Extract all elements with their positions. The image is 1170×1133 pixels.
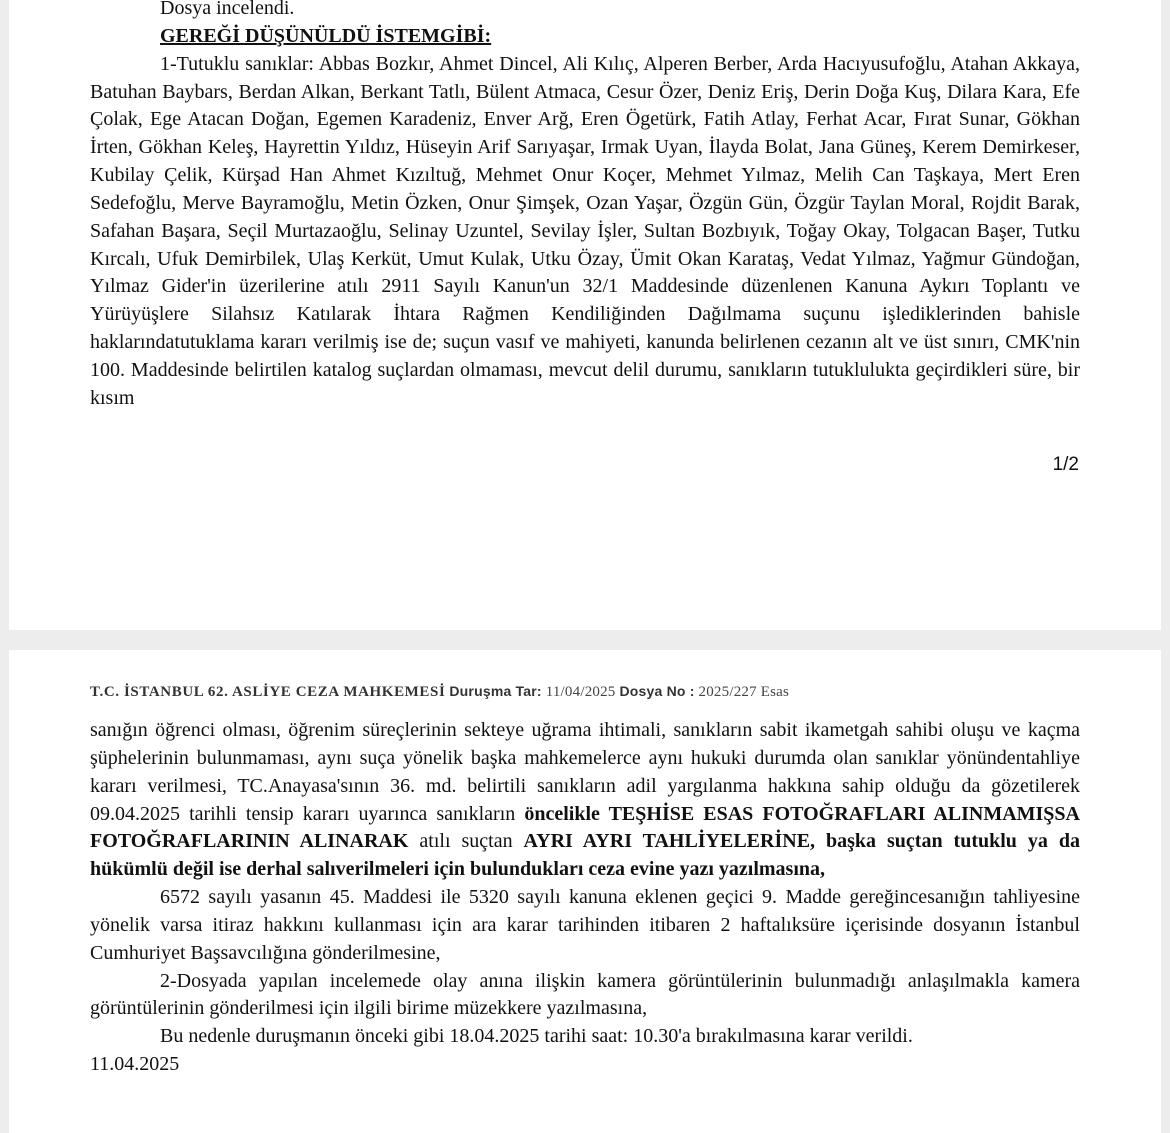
- release-order-bold-1: öncelikle TEŞHİSE ESAS FOTOĞRAFLARI ALINMAMIŞSA FOTOĞRAFLARININ ALINARAK: [90, 802, 1080, 853]
- paragraph-camera-footage: 2-Dosyada yapılan incelemede olay anına ilişkin kamera görüntülerinin bulunmadığı anlaşılmakla kamera görüntülerinin gönderilmesi için ilgili birime müzekkere yazılmasına,: [90, 969, 1080, 1020]
- page1-top-line: Dosya incelendi.: [160, 0, 295, 19]
- hearing-date-label: Duruşma Tar:: [449, 683, 542, 699]
- paragraph-adjournment: Bu nedenle duruşmanın önceki gibi 18.04.2025 tarihi saat: 10.30'a bırakılmasına karar verildi.: [160, 1025, 913, 1048]
- page1-text: [90, 0, 1080, 413]
- page-number: 1/2: [1052, 454, 1079, 475]
- continuation-text: sanığın öğrenci olması, öğrenim süreçlerinin sekteye uğrama ihtimali, sanıkların sabit ikametgah sahibi oluşu ve kaçma şüphelerinin bulunmaması, aynı suça yönelik başka mahkemelerce aynı hukuki durumda olan sanıklar yönündentahliye kararı verilmesi, TC.Anayasa'sının 36. md. belirtili sanıkların adil yargılanma hakkına sahip olduğu da gözetilerek 09.04.2025 tarihli tensip kararı uyarınca sanıkların: [90, 719, 1080, 825]
- decision-date: 11.04.2025: [90, 1053, 180, 1076]
- hearing-date: 11/04/2025: [545, 684, 616, 700]
- court-name: T.C. İSTANBUL 62. ASLİYE CEZA MAHKEMESİ: [90, 684, 446, 700]
- document-page-2: [9, 650, 1161, 1133]
- file-number: 2025/227 Esas: [698, 684, 790, 700]
- document-page-1: [9, 0, 1161, 630]
- release-order-plain: atılı suçtan: [408, 830, 524, 853]
- paragraph-objection-right: 6572 sayılı yasanın 45. Maddesi ile 5320 sayılı kanuna eklenen geçici 9. Madde gereğincesanığın tahliyesine yönelik varsa itiraz hakkını kullanması için ara karar tarihinden itibaren 2 haftalıksüre içerisinde dosyanın İstanbul Cumhuriyet Başsavcılığına gönderilmesine,: [90, 886, 1080, 964]
- release-order-bold-2: AYRI AYRI TAHLİYELERİNE, başka suçtan tutuklu ya da hükümlü değil ise derhal salıverilmeleri için bulundukları ceza evine yazı yazılmasına,: [90, 830, 1080, 881]
- page-header: [90, 683, 789, 701]
- file-number-label: Dosya No :: [619, 683, 695, 699]
- paragraph-continuation: [90, 717, 1080, 884]
- paragraph-detained-defendants: 1-Tutuklu sanıklar: Abbas Bozkır, Ahmet Dincel, Ali Kılıç, Alperen Berber, Arda Hacıyusufoğlu, Atahan Akkaya, Batuhan Baybars, Berdan Alkan, Berkant Tatlı, Bülent Atmaca, Cesur Özer, Deniz Eriş, Derin Doğa Kuş, Dilara Kara, Efe Çolak, Ege Atacan Doğan, Egemen Karadeniz, Enver Arğ, Eren Ögetürk, Fatih Atlay, Ferhat Acar, Fırat Sunar, Gökhan İrten, Gökhan Keleş, Hayrettin Yıldız, Hüseyin Arif Sarıyaşar, Irmak Uyan, İlayda Bolat, Jana Güneş, Kerem Demirkeser, Kubilay Çelik, Kürşad Han Ahmet Kızıltuğ, Mehmet Onur Koçer, Mehmet Yılmaz, Melih Can Taşkaya, Mert Eren Sedefoğlu, Merve Bayramoğlu, Metin Özken, Onur Şimşek, Ozan Yaşar, Özgün Gün, Özgür Taylan Moral, Rojdit Barak, Safahan Başara, Seçil Murtazaoğlu, Selinay Uzuntel, Sevilay İşler, Sultan Bozbıyık, Toğay Okay, Tolgacan Başer, Tutku Kırcalı, Ufuk Demirbilek, Ulaş Kerküt, Umut Kulak, Utku Özay, Ümit Okan Karataş, Vedat Yılmaz, Yağmur Gündoğan, Yılmaz Gider'in üzerilerine atılı 2911 Sayılı Kanun'un 32/1 Maddesinde düzenlenen Kanuna Aykırı Toplantı ve Yürüyüşlere Silahsız Katılarak İhtara Rağmen Kendiliğinden Dağılmama suçunu işlediklerinden bahisle haklarındatutuklama kararı verilmiş ise de; suçun vasıf ve mahiyeti, kanunda belirlenen cezanın alt ve üst sınırı, CMK'nin 100. Maddesinde belirtilen katalog suçlardan olmaması, mevcut delil durumu, sanıkların tutuklulukta geçirdikleri süre, bir kısım: [90, 52, 1080, 409]
- decision-heading: GEREĞİ DÜŞÜNÜLDÜ İSTEMGİBİ:: [160, 24, 492, 47]
- page2-text: [90, 717, 1080, 1079]
